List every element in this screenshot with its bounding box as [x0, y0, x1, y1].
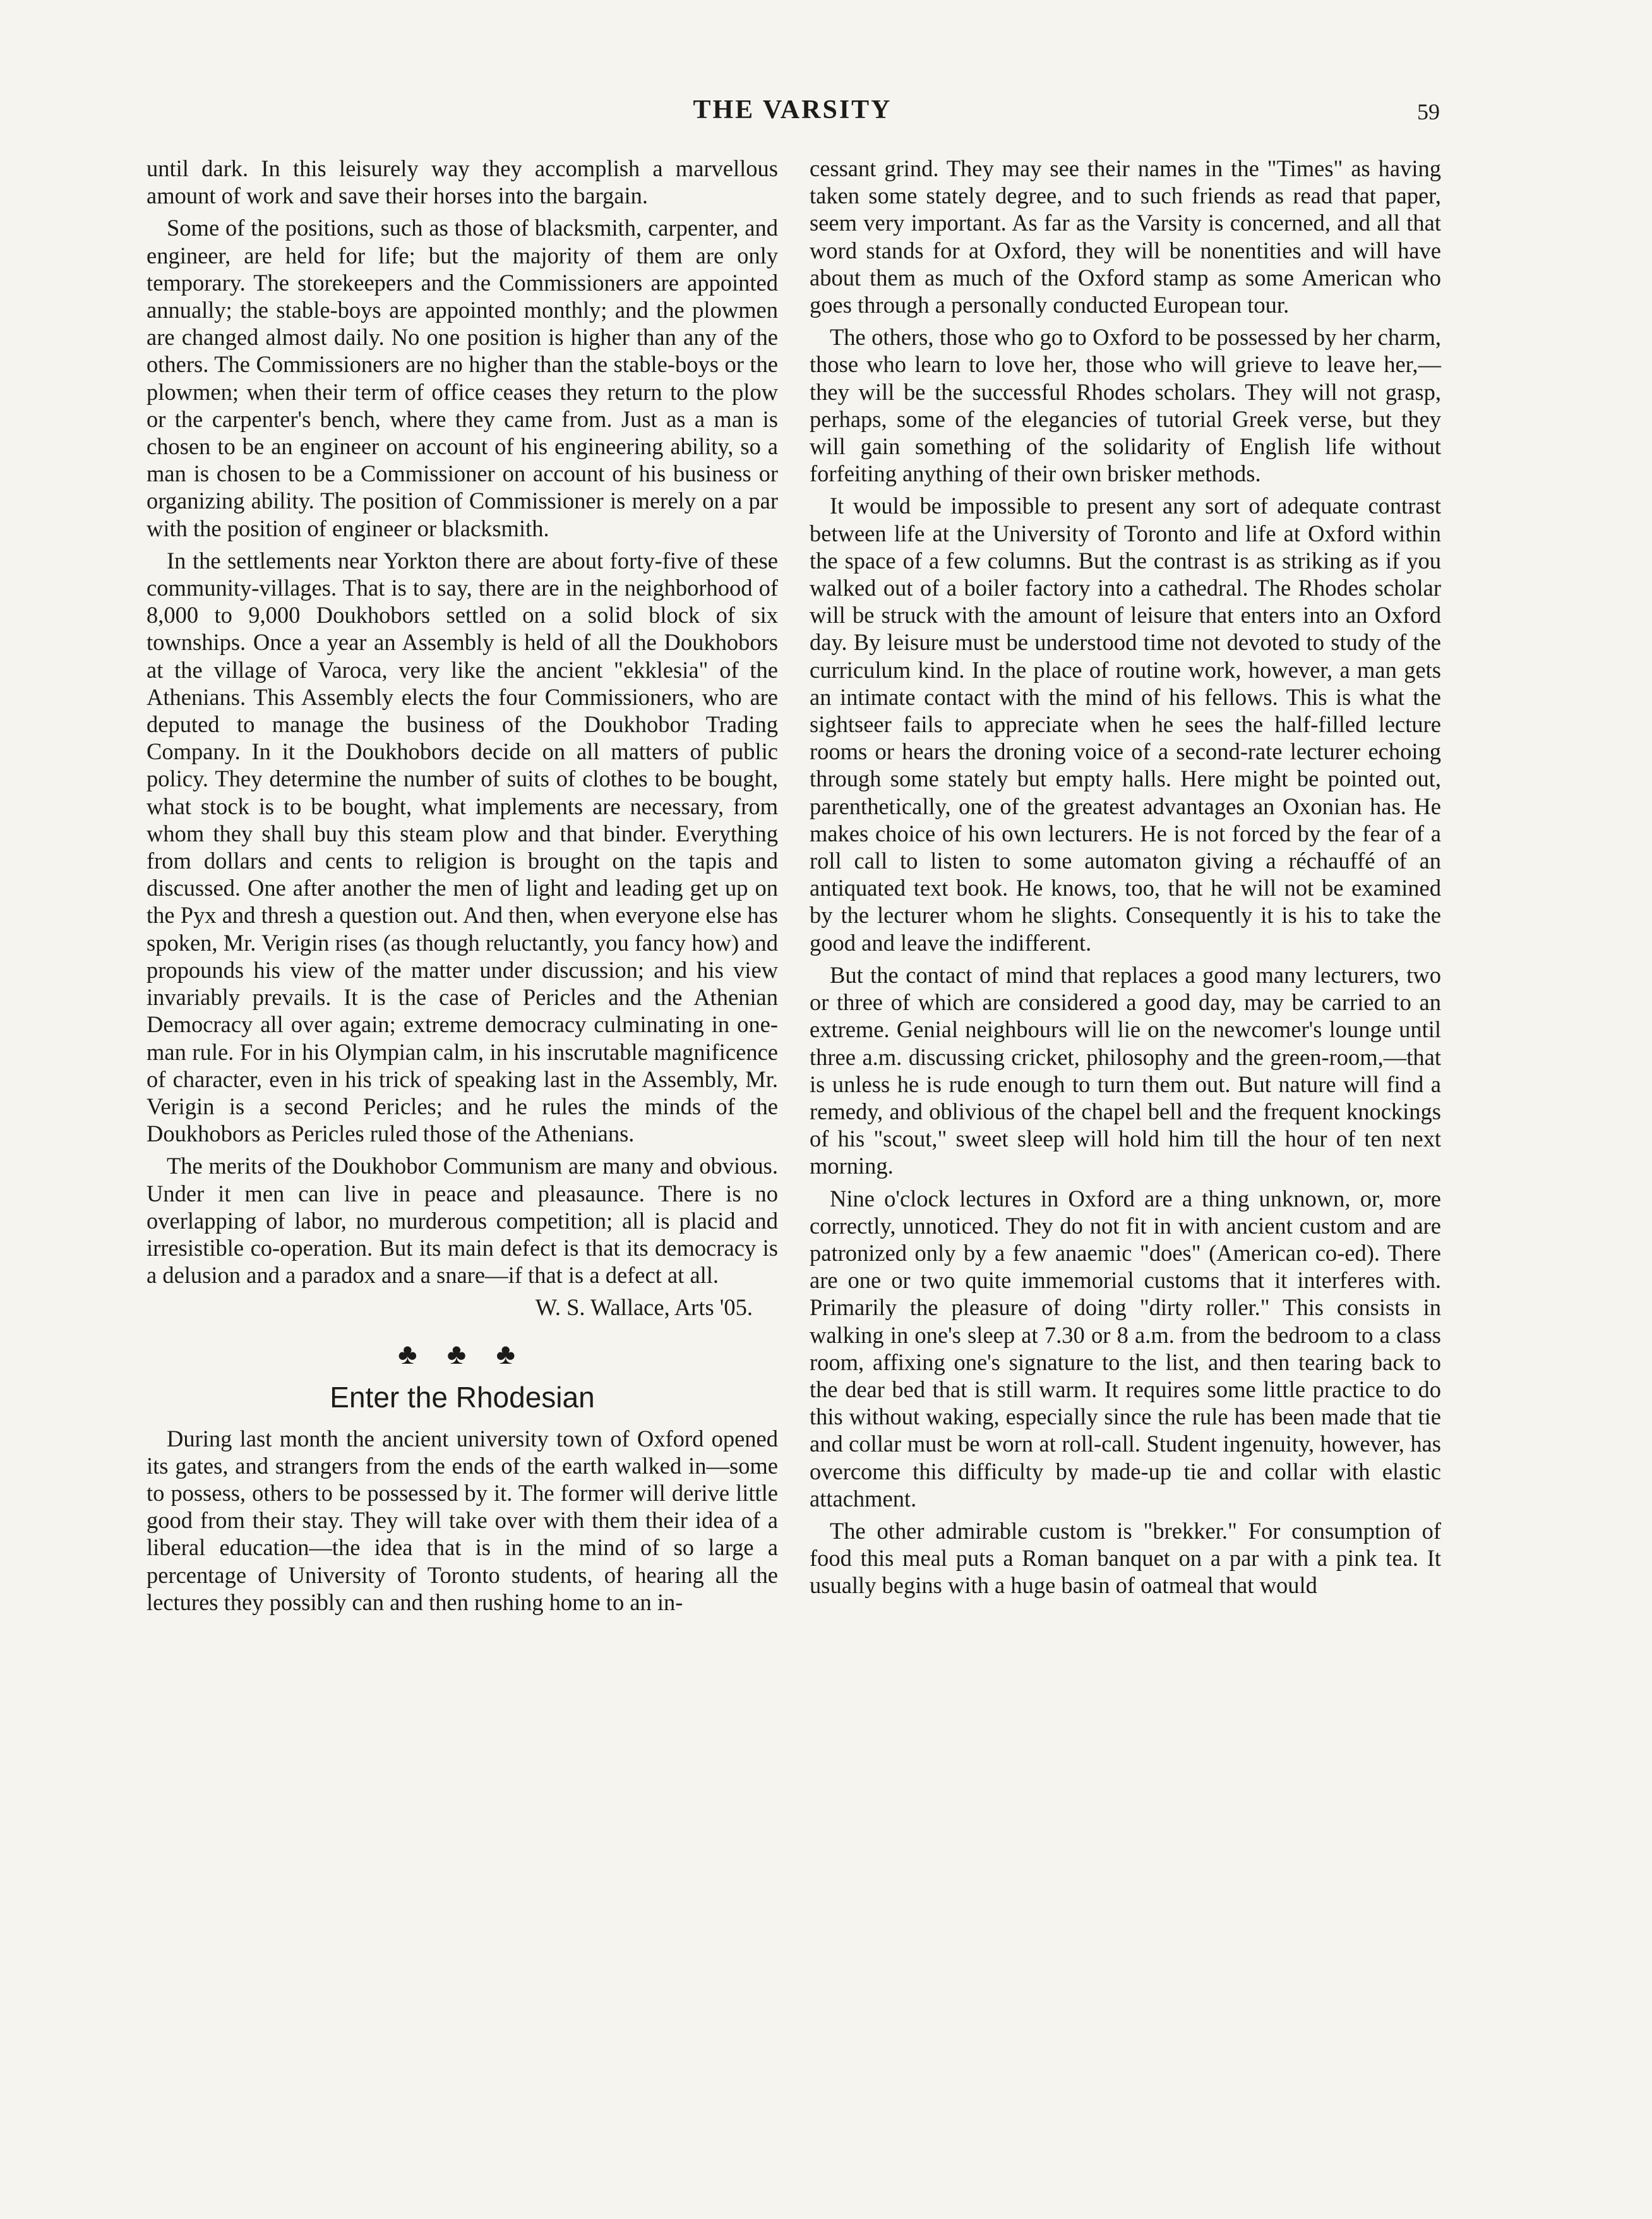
paragraph: cessant grind. They may see their names in the "Times" as having taken some stately degree, and to such friends as read that paper, seem very important. As far as the Varsity is concerned, and all that word stands for at Oxford, they will be nonentities and will have about them as much of the Oxford stamp as some American who goes through a personally conducted European tour. — [810, 155, 1441, 318]
paragraph: In the settlements near Yorkton there are about forty-five of these community-villages. That is to say, there are in the neighborhood of 8,000 to 9,000 Doukhobors settled on a solid block of six townships. Once a year an Assembly is held of all the Doukhobors at the village of Varoca, very like the ancient "ekklesia" of the Athenians. This Assembly elects the four Commissioners, who are deputed to manage the business of the Doukhobor Trading Company. In it the Doukhobors decide on all matters of public policy. They determine the number of suits of clothes to be bought, what stock is to be bought, what implements are necessary, from whom they shall buy this steam plow and that binder. Everything from dollars and cents to religion is brought on the tapis and discussed. One after another the men of light and leading get up on the Pyx and thresh a question out. And then, when everyone else has spoken, Mr. Verigin rises (as though reluctantly, you fancy how) and propounds his view of the matter under discussion; and his view invariably prevails. It is the case of Pericles and the Athenian Democracy all over again; extreme democracy culminating in one-man rule. For in his Olympian calm, in his inscrutable magnificence of character, even in his trick of speaking last in the Assembly, Mr. Verigin is a second Pericles; and he rules the minds of the Doukhobors as Pericles ruled those of the Athenians. — [147, 547, 778, 1147]
paragraph: Some of the positions, such as those of blacksmith, carpenter, and engineer, are held for life; but the majority of them are only temporary. The storekeepers and the Commissioners are appointed annually; the stable-boys are appointed monthly; and the plowmen are changed almost daily. No one position is higher than any of the others. The Commissioners are no higher than the stable-boys or the plowmen; when their term of office ceases they return to the plow or the carpenter's bench, where they came from. Just as a man is chosen to be an engineer on account of his engineering ability, so a man is chosen to be a Commissioner on account of his business or organizing ability. The position of Commissioner is merely on a par with the position of engineer or blacksmith. — [147, 215, 778, 541]
right-column — [810, 155, 1441, 1604]
section-ornament: ♣ ♣ ♣ — [398, 1337, 527, 1370]
paragraph: But the contact of mind that replaces a good many lecturers, two or three of which are considered a good day, may be carried to an extreme. Genial neighbours will lie on the newcomer's lounge until three a.m. discussing cricket, philosophy and the green-room,—that is unless he is rude enough to turn them out. But nature will find a remedy, and oblivious of the chapel bell and the frequent knockings of his "scout," sweet sleep will hold him till the hour of ten next morning. — [810, 961, 1441, 1179]
author-signature: W. S. Wallace, Arts '05. — [535, 1294, 753, 1321]
paragraph: The merits of the Doukhobor Communism are many and obvious. Under it men can live in peace and pleasaunce. There is no overlapping of labor, no murderous competition; all is placid and irresistible co-operation. But its main defect is that its democracy is a delusion and a paradox and a snare—if that is a defect at all. — [147, 1153, 778, 1289]
paragraph: The others, those who go to Oxford to be possessed by her charm, those who learn to love her, those who will grieve to leave her,—they will be the successful Rhodes scholars. They will not grasp, perhaps, some of the elegancies of tutorial Greek verse, but they will gain something of the solidarity of English life without forfeiting anything of their own brisker methods. — [810, 324, 1441, 487]
article-title: Enter the Rhodesian — [330, 1380, 595, 1414]
paragraph: The other admirable custom is "brekker." For consumption of food this meal puts a Roman banquet on a par with a pink tea. It usually begins with a huge basin of oatmeal that would — [810, 1517, 1441, 1599]
page-header — [145, 95, 1440, 139]
paragraph: Nine o'clock lectures in Oxford are a thing unknown, or, more correctly, unnoticed. They do not fit in with ancient custom and are patronized only by a few anaemic "does" (American co-ed). There are one or two quite immemorial customs that it interferes with. Primarily the pleasure of doing "dirty roller." This consists in walking in one's sleep at 7.30 or 8 a.m. from the bedroom to a class room, affixing one's signature to the list, and then tearing back to the dear bed that is still warm. It requires some little practice to do this without waking, especially since the rule has been made that tie and collar must be worn at roll-call. Student ingenuity, however, has overcome this difficulty by made-up tie and collar with elastic attachment. — [810, 1185, 1441, 1512]
paragraph: until dark. In this leisurely way they accomplish a marvellous amount of work and save their horses into the bargain. — [147, 155, 778, 209]
paragraph: It would be impossible to present any sort of adequate contrast between life at the University of Toronto and life at Oxford within the space of a few columns. But the contrast is as striking as if you walked out of a boiler factory into a cathedral. The Rhodes scholar will be struck with the amount of leisure that enters into an Oxford day. By leisure must be understood time not devoted to study of the curriculum kind. In the place of routine work, however, a man gets an intimate contact with the mind of his fellows. This is what the sightseer fails to appreciate when he sees the half-filled lecture rooms or hears the droning voice of a second-rate lecturer echoing through some stately but empty halls. Here might be pointed out, parenthetically, one of the greatest advantages an Oxonian has. He makes choice of his own lecturers. He is not forced by the fear of a roll call to listen to some automaton giving a réchauffé of an antiquated text book. He knows, too, that he will not be examined by the lecturer whom he slights. Consequently it is his to take the good and leave the indifferent. — [810, 493, 1441, 956]
left-column — [147, 155, 778, 1621]
paragraph: During last month the ancient university town of Oxford opened its gates, and strangers from the ends of the earth walked in—some to possess, others to be possessed by it. The former will derive little good from their stay. They will take over with them their idea of a liberal education—the idea that is in the mind of so large a percentage of University of Toronto students, of hearing all the lectures they possibly can and then rushing home to an in- — [147, 1425, 778, 1615]
journal-title: THE VARSITY — [693, 95, 892, 124]
page-number: 59 — [1417, 99, 1440, 124]
